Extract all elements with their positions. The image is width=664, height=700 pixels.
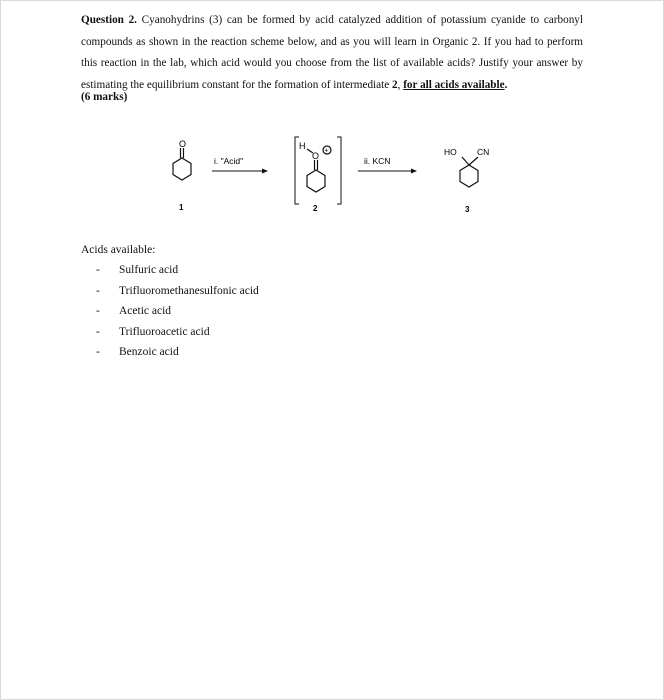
acid-name: Trifluoroacetic acid	[119, 325, 210, 338]
compound-3-number: 3	[465, 205, 470, 214]
intermediate-reference: 2	[392, 78, 398, 91]
compound-1-oxygen: O	[179, 139, 187, 149]
arrowhead-step-2	[411, 169, 417, 174]
compound-2-number: 2	[313, 204, 318, 213]
connector-text: ,	[397, 78, 404, 91]
acid-list	[96, 264, 259, 367]
marks-label: (6 marks)	[81, 91, 128, 103]
positive-charge: +	[324, 147, 329, 155]
question-label: Question 2.	[81, 14, 137, 26]
reaction-scheme	[150, 122, 510, 222]
list-bullet: -	[96, 264, 100, 276]
compound-3-cyanohydrin	[460, 157, 478, 187]
arrowhead-step-1	[262, 169, 268, 174]
list-bullet: -	[96, 325, 100, 338]
compound-1-number: 1	[179, 203, 184, 212]
underlined-emphasis: for all acids available	[403, 78, 505, 91]
compound-2-oxygen: O	[312, 151, 320, 161]
acid-list-item	[96, 326, 259, 347]
compound-2-hydrogen: H	[299, 141, 306, 151]
end-punctuation: .	[504, 78, 508, 91]
hydroxyl-group: HO	[444, 147, 457, 157]
acid-list-item	[96, 346, 259, 367]
acid-name: Trifluoromethanesulfonic acid	[119, 284, 259, 297]
cyano-group: CN	[477, 147, 490, 157]
acid-name: Sulfuric acid	[119, 264, 179, 276]
question-body: Cyanohydrins (3) can be formed by acid catalyzed addition of potassium cyanide to carbonyl compounds as shown in the reaction scheme below, and as you will learn in Organic 2. If you had to perform this reaction in the lab, which acid would you choose from the list of available acids? Justify your answer by estimating the equilibrium constant for the formation of intermediate	[81, 14, 583, 91]
acid-list-item	[96, 305, 259, 326]
question-text	[81, 10, 583, 96]
acid-list-item	[96, 264, 259, 285]
list-bullet: -	[96, 305, 100, 317]
acid-name: Acetic acid	[119, 305, 172, 317]
acid-name: Benzoic acid	[119, 346, 179, 358]
compound-1-cyclohexanone	[173, 148, 191, 180]
acid-list-item	[96, 285, 259, 306]
list-bullet: -	[96, 346, 100, 358]
step-2-label: ii. KCN	[364, 156, 391, 166]
acids-heading: Acids available:	[81, 244, 156, 256]
step-1-label: i. "Acid"	[214, 156, 244, 166]
list-bullet: -	[96, 284, 100, 297]
